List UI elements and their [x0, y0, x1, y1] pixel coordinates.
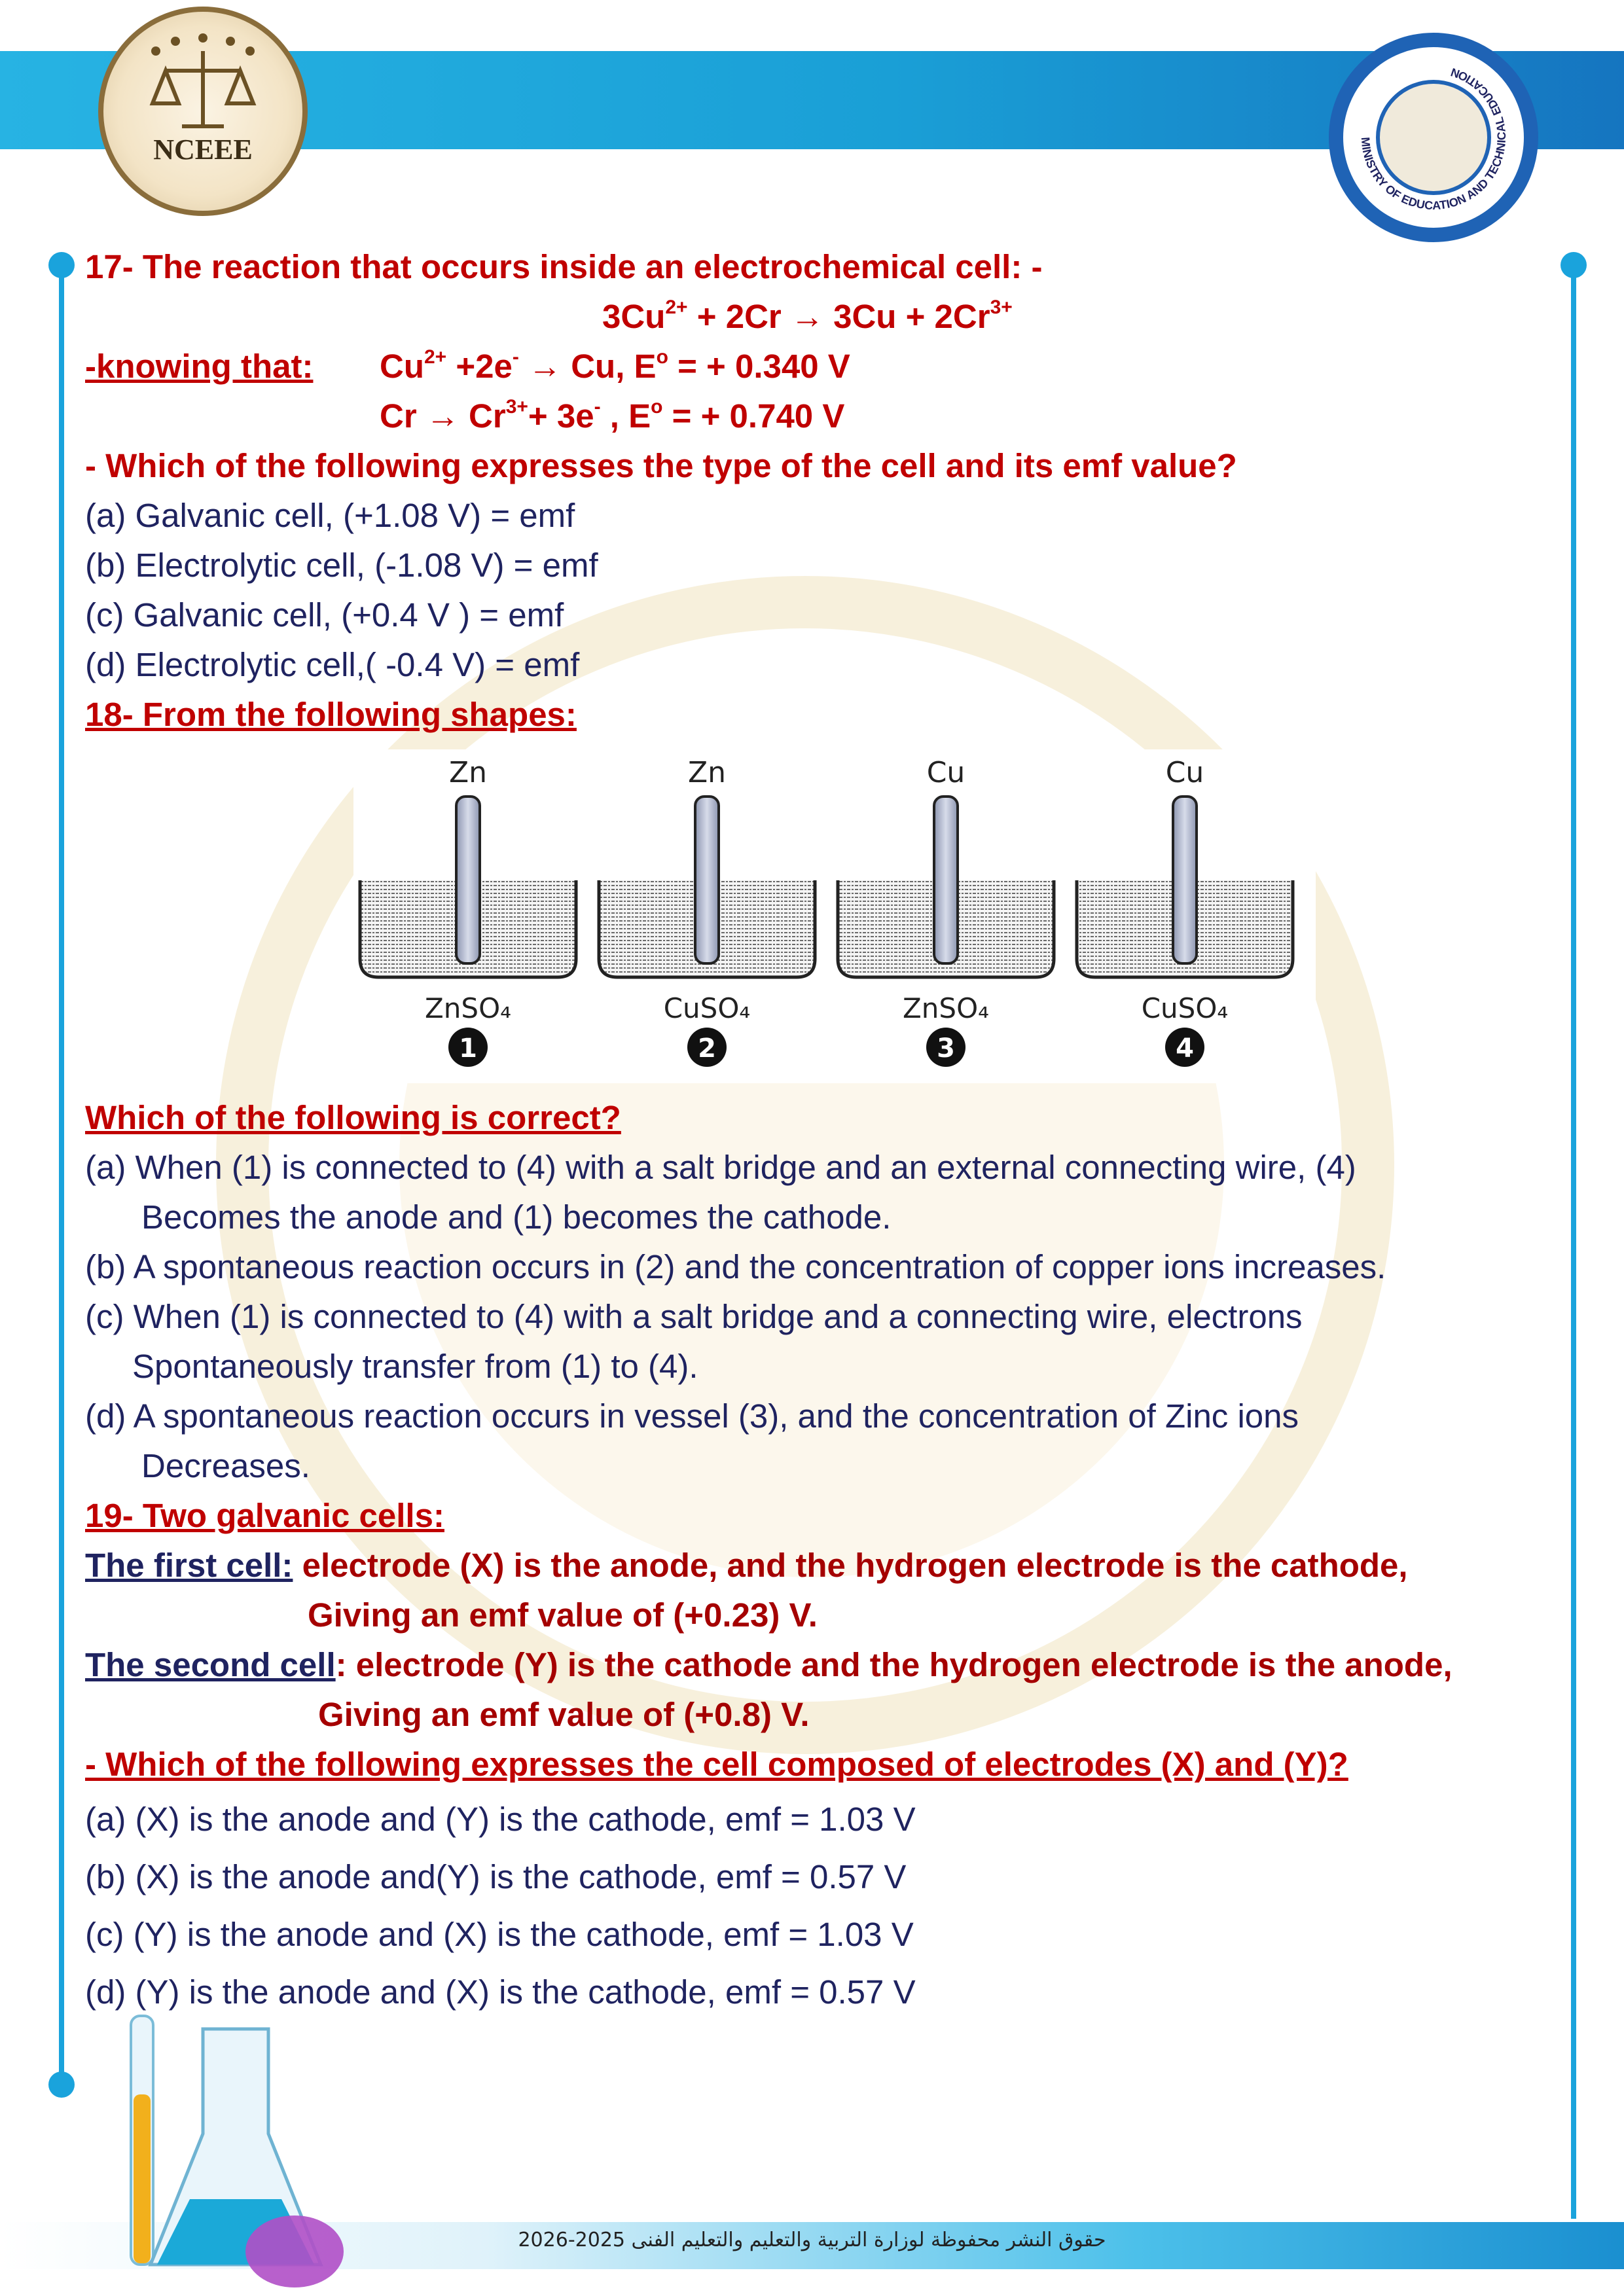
- q17-option-d[interactable]: (d) Electrolytic cell,( -0.4 V) = emf: [85, 646, 580, 683]
- ministry-logo: [1329, 33, 1538, 242]
- q17-option-c[interactable]: (c) Galvanic cell, (+0.4 V ) = emf: [85, 596, 564, 634]
- q18-option-a[interactable]: (a) When (1) is connected to (4) with a salt bridge and an external connecting wire, (4): [85, 1149, 1356, 1186]
- vessel-2-solution-label: CuSO₄: [663, 992, 751, 1024]
- copyright-footer: حقوق النشر محفوظة لوزارة التربية والتعليم والتعليم الفنى 2025-2026: [518, 2229, 1106, 2251]
- left-rail-top-dot: [48, 252, 75, 278]
- q17-option-b[interactable]: (b) Electrolytic cell, (-1.08 V) = emf: [85, 547, 598, 584]
- right-rail: [1571, 262, 1576, 2219]
- q18-option-c[interactable]: (c) When (1) is connected to (4) with a salt bridge and a connecting wire, electrons: [85, 1298, 1303, 1335]
- vessel-1-number: 1: [459, 1033, 477, 1064]
- q17-half-reaction-1: [380, 342, 850, 391]
- scales-icon: [103, 12, 302, 211]
- q19-question: - Which of the following expresses the cell composed of electrodes (X) and (Y)?: [85, 1746, 1348, 1783]
- q18-option-c-cont: Spontaneously transfer from (1) to (4).: [132, 1348, 698, 1385]
- q17-half2-a: Cr → Cr: [380, 397, 506, 435]
- vessel-4-solution-label: CuSO₄: [1141, 992, 1229, 1024]
- vessel-2: [599, 756, 815, 1067]
- q19-first-cell: [85, 1541, 1408, 1590]
- left-rail-bottom-dot: [48, 2072, 75, 2098]
- vessel-3-electrode: [934, 797, 958, 963]
- svg-text:MINISTRY OF EDUCATION AND TECH: MINISTRY OF EDUCATION AND TECHNICAL EDUCATION: [1358, 65, 1509, 213]
- q17-half1-c-sup: o: [656, 346, 668, 368]
- ministry-logo-ring-text: [1343, 47, 1524, 228]
- vessel-1-solution-label: ZnSO₄: [425, 992, 511, 1024]
- q17-half2-b-sup: -: [594, 396, 601, 418]
- q17-half2-c: , E: [600, 397, 651, 435]
- q17-half-reaction-2: [380, 391, 844, 441]
- q19-second-cell-text: : electrode (Y) is the cathode and the hydrogen electrode is the anode,: [335, 1646, 1453, 1683]
- q19-second-cell-label: The second cell: [85, 1646, 336, 1683]
- q17-reaction: [602, 292, 1013, 342]
- q19-second-cell-text2: Giving an emf value of (+0.8) V.: [318, 1696, 810, 1733]
- q17-reaction-c: 3Cu + 2Cr: [823, 298, 990, 335]
- left-rail: [59, 262, 64, 2088]
- nceee-logo-text: NCEEE: [153, 134, 253, 166]
- q17-half2-c-sup: o: [651, 396, 663, 418]
- q17-half2-d: = + 0.740 V: [662, 397, 845, 435]
- nceee-logo: [98, 7, 308, 216]
- vessel-1-electrode: [456, 797, 480, 963]
- q17-option-a[interactable]: (a) Galvanic cell, (+1.08 V) = emf: [85, 497, 575, 534]
- q17-knowing-label: -knowing that:: [85, 348, 314, 385]
- q17-half2-b: + 3e: [528, 397, 594, 435]
- q18-title: 18- From the following shapes:: [85, 696, 577, 733]
- vessels-group: [360, 756, 1293, 1067]
- right-rail-top-dot: [1561, 252, 1587, 278]
- q19-option-c[interactable]: (c) (Y) is the anode and (X) is the cathode, emf = 1.03 V: [85, 1916, 914, 1953]
- vessel-2-electrode: [695, 797, 719, 963]
- q19-option-b[interactable]: (b) (X) is the anode and(Y) is the cathode, emf = 0.57 V: [85, 1858, 907, 1895]
- vessel-3-number: 3: [937, 1033, 955, 1064]
- q18-vessels-figure: [353, 749, 1316, 1083]
- q17-reaction-b: + 2Cr: [687, 298, 791, 335]
- vessel-1-electrode-label: Zn: [448, 756, 488, 789]
- q17-question: - Which of the following expresses the type of the cell and its emf value?: [85, 447, 1237, 484]
- q17-half1-a-sup: 2+: [424, 346, 447, 368]
- q19-title: 19- Two galvanic cells:: [85, 1497, 444, 1534]
- q19-first-cell-label: The first cell:: [85, 1547, 293, 1584]
- q17-reaction-arrow: →: [790, 298, 824, 335]
- vessel-4-electrode-label: Cu: [1165, 756, 1204, 789]
- q18-vessels-svg: [353, 749, 1316, 1083]
- q17-title: 17- The reaction that occurs inside an electrochemical cell: -: [85, 248, 1043, 285]
- vessel-3-solution-label: ZnSO₄: [903, 992, 989, 1024]
- vessel-2-electrode-label: Zn: [687, 756, 727, 789]
- q17-reaction-a: 3Cu: [602, 298, 666, 335]
- q18-question: Which of the following is correct?: [85, 1099, 621, 1136]
- q17-half1-d: = + 0.340 V: [668, 348, 850, 385]
- vessel-3: [838, 756, 1054, 1067]
- q19-second-cell: [85, 1640, 1453, 1690]
- vessel-4-electrode: [1173, 797, 1197, 963]
- q17-half1-b: +2e: [446, 348, 513, 385]
- vessel-2-number: 2: [698, 1033, 716, 1064]
- q18-option-d-cont: Decreases.: [141, 1447, 310, 1484]
- q17-reaction-c-sup: 3+: [990, 296, 1013, 318]
- vessel-4-number: 4: [1176, 1033, 1194, 1064]
- q18-option-d[interactable]: (d) A spontaneous reaction occurs in vessel (3), and the concentration of Zinc ions: [85, 1397, 1299, 1435]
- vessel-1: [360, 756, 576, 1067]
- q18-option-b[interactable]: (b) A spontaneous reaction occurs in (2) and the concentration of copper ions increases.: [85, 1248, 1386, 1285]
- q19-first-cell-text: electrode (X) is the anode, and the hydrogen electrode is the cathode,: [293, 1547, 1408, 1584]
- q18-option-a-cont: Becomes the anode and (1) becomes the cathode.: [141, 1198, 892, 1236]
- vessel-3-electrode-label: Cu: [926, 756, 965, 789]
- q17-half1-c: → Cu, E: [518, 348, 657, 385]
- q17-reaction-a-sup: 2+: [665, 296, 688, 318]
- q17-half1-b-sup: -: [512, 346, 519, 368]
- q19-option-a[interactable]: (a) (X) is the anode and (Y) is the cathode, emf = 1.03 V: [85, 1801, 916, 1838]
- q19-option-d[interactable]: (d) (Y) is the anode and (X) is the cathode, emf = 0.57 V: [85, 1973, 916, 2011]
- vessel-4: [1077, 756, 1293, 1067]
- q17-half1-a: Cu: [380, 348, 424, 385]
- q19-first-cell-text2: Giving an emf value of (+0.23) V.: [308, 1596, 818, 1634]
- q17-half2-a-sup: 3+: [505, 396, 528, 418]
